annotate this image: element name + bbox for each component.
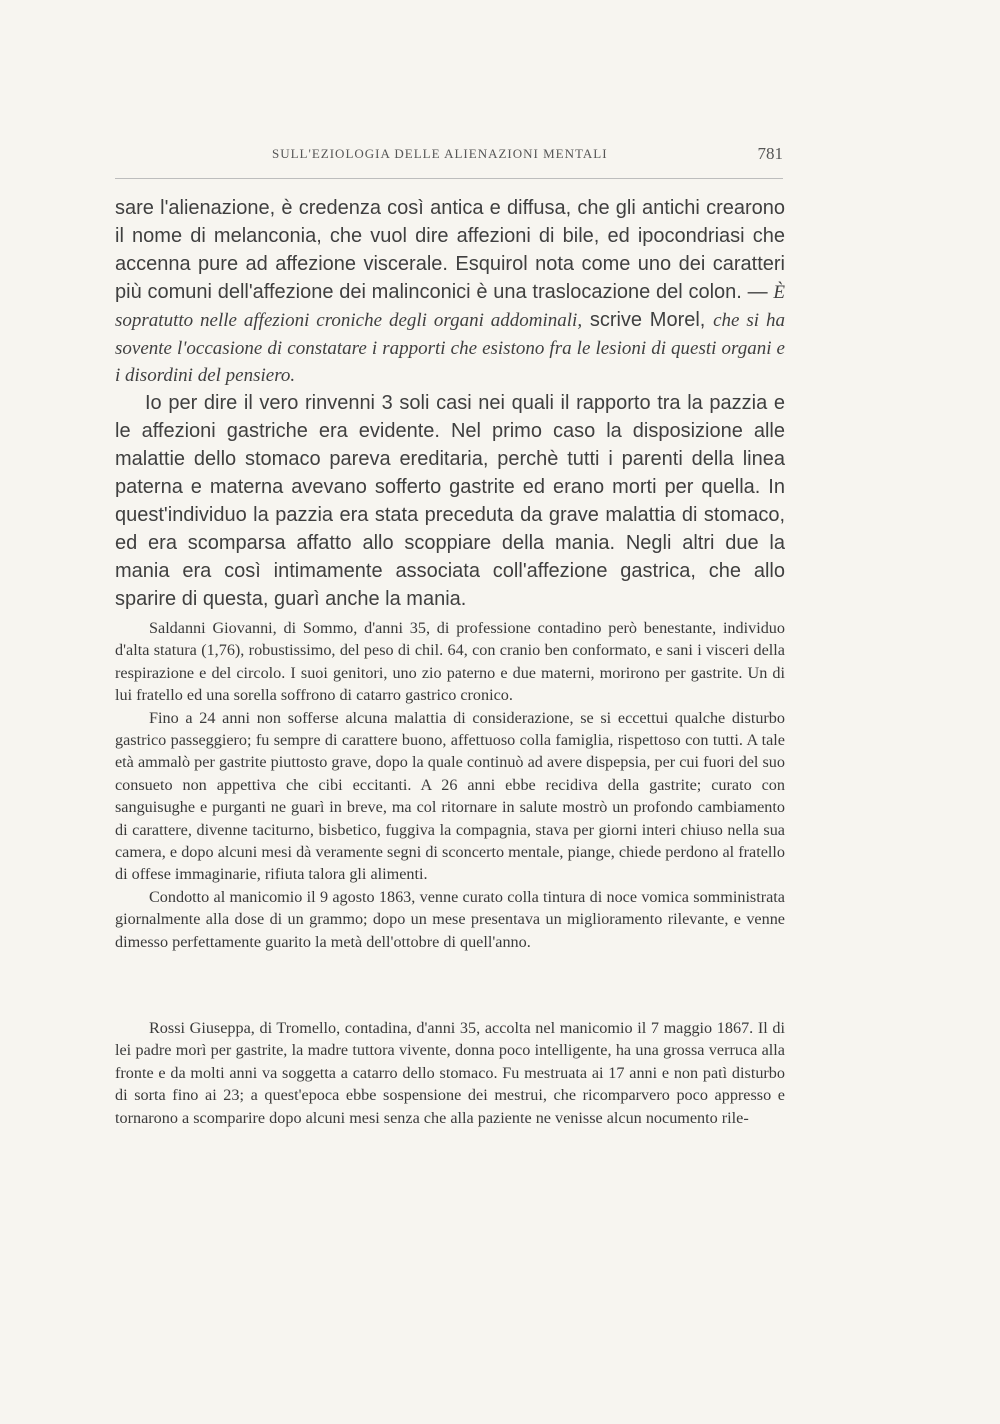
- case2-paragraph-1: Rossi Giuseppa, di Tromello, contadina, d'anni 35, accolta nel manicomio il 7 maggio 1867. Il di lei padre morì per gastrite, la madre tuttora vivente, donna poco intelligente, ha una grossa verruca alla fronte e da molti anni va soggetta a catarro dello stomaco. Fu mestruata ai 17 anni e non patì disturbo di sorta fino ai 23; a quest'epoca ebbe sospensione dei mestrui, che ricomparvero poco appresso e tornarono a scomparire dopo alcuni mesi senza che alla paziente ne venisse alcun nocumento rile-: [115, 1019, 785, 1127]
- case-report-saldanni: [115, 617, 785, 953]
- case1-paragraph-1: Saldanni Giovanni, di Sommo, d'anni 35, di professione contadino però benestante, individuo d'alta statura (1,76), robustissimo, del peso di chil. 64, con cranio ben conformato, e sani i visceri della respirazione e del circolo. I suoi genitori, uno zio paterno e due materni, morirono per gastrite. Un di lui fratello ed una sorella soffrono di catarro gastrico cronico.: [115, 619, 785, 705]
- main-text: [115, 195, 785, 614]
- main-paragraph-1: [115, 195, 785, 390]
- running-title: SULL'EZIOLOGIA DELLE ALIENAZIONI MENTALI: [272, 146, 608, 161]
- main-paragraph-2: Io per dire il vero rinvenni 3 soli casi nei quali il rapporto tra la pazzia e le affezioni gastriche era evidente. Nel primo caso la disposizione alle malattie dello stomaco pareva ereditaria, perchè tutti i parenti della linea paterna e materna avevano sofferto gastrite ed erano morti per quella. In quest'individuo la pazzia era stata preceduta da grave malattia di stomaco, ed era scomparsa affatto allo scoppiare della mania. Negli altri due la mania era così intimamente associata coll'affezione gastrica, che allo sparire di questa, guarì anche la mania.: [115, 392, 785, 610]
- main-p1-text-c: scrive Morel,: [582, 308, 714, 331]
- header-rule: [115, 178, 783, 179]
- main-p1-text-a: sare l'alienazione, è credenza così antica e diffusa, che gli antichi crearono il nome di melanconia, che vuol dire affezioni di bile, ed ipocondriasi che accenna pure ad affezione viscerale. Esquirol nota come uno dei caratteri più comuni dell'affezione dei malinconici è una traslocazione del colon. —: [115, 197, 785, 303]
- case1-paragraph-3: Condotto al manicomio il 9 agosto 1863, venne curato colla tintura di noce vomica somministrata giornalmente alla dose di un grammo; dopo un mese presentava un miglioramento rilevante, e venne dimesso perfettamente guarito la metà dell'ottobre di quell'anno.: [115, 887, 785, 951]
- main-p1-italic-quote-b: che si ha sovente l'occasione di constatare i rapporti che esistono fra le lesioni di questi organi e i disordini del pensiero.: [115, 309, 785, 387]
- case-report-rossi: [115, 1017, 785, 1129]
- page-number: 781: [757, 144, 783, 163]
- main-p1-italic-quote-a: È sopratutto nelle affezioni croniche degli organi addominali,: [115, 281, 785, 331]
- case1-paragraph-2: Fino a 24 anni non sofferse alcuna malattia di considerazione, se si eccettui qualche disturbo gastrico passeggiero; fu sempre di carattere buono, affettuoso colla famiglia, rispettoso con tutti. A tale età ammalò per gastrite piuttosto grave, dopo la quale continuò ad avere dispepsia, per cui fuori del suo consueto non appettiva che cibi eccitanti. A 26 anni ebbe recidiva della gastrite; curato con sanguisughe e purganti ne guarì in breve, ma col ritornare in salute mostrò un profondo cambiamento di carattere, divenne taciturno, bisbetico, fuggiva la compagnia, stava per giorni interi chiuso nella sua camera, e dopo alcuni mesi dà veramente segni di sconcerto mentale, piange, chiede perdono al fratello di offese immaginarie, rifiuta talora gli alimenti.: [115, 708, 785, 884]
